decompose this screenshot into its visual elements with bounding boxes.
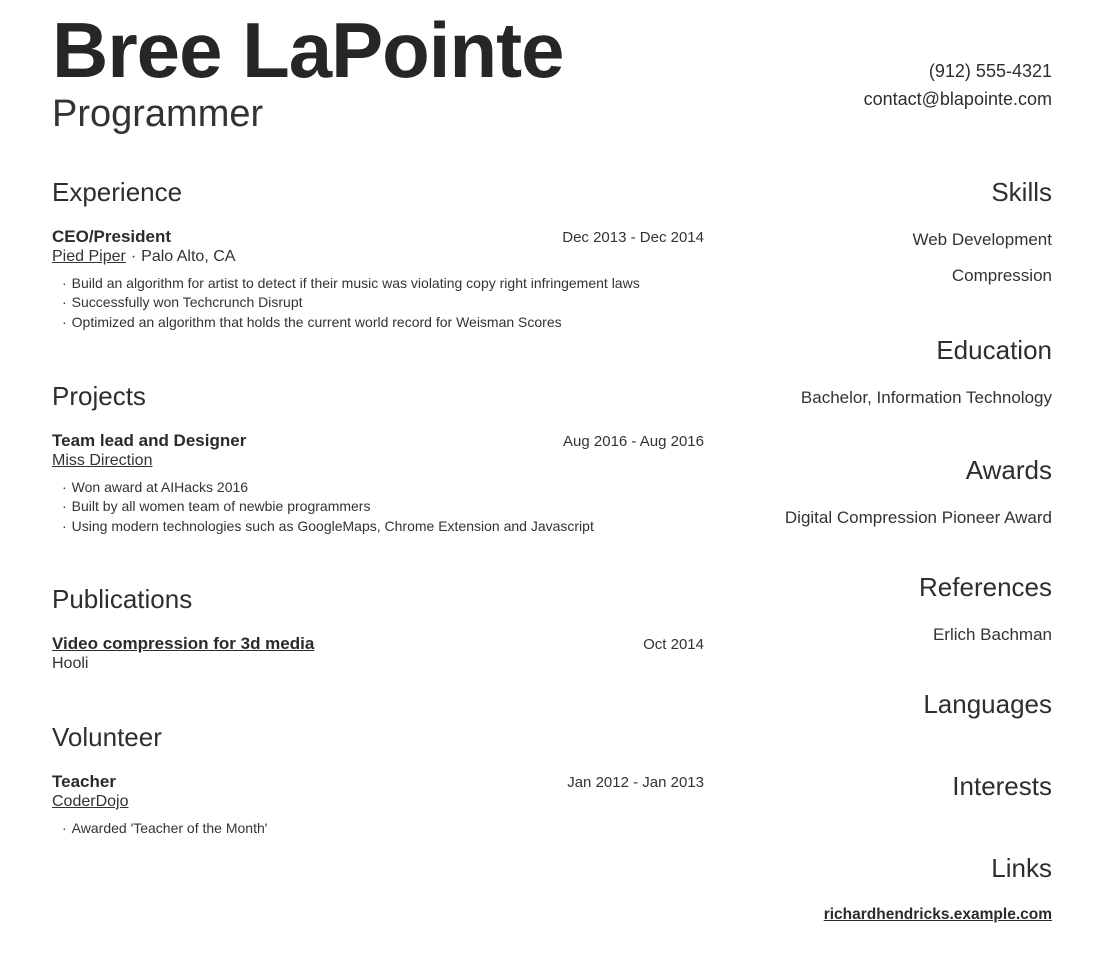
references-heading: References [919, 572, 1052, 602]
contact-block [752, 57, 1052, 113]
skill-item: Compression [951, 266, 1052, 285]
education-item: Bachelor, Information Technology [800, 388, 1052, 407]
bullet-item [62, 517, 704, 536]
skill-item: Web Development [912, 230, 1052, 249]
awards-items [752, 508, 1052, 528]
bullet-text: Won award at AIHacks 2016 [71, 479, 249, 495]
bullet-marker: · [62, 294, 67, 311]
interests-heading: Interests [952, 771, 1052, 801]
bullet-item [62, 497, 704, 516]
bullet-text: Build an algorithm for artist to detect if their music was violating copy right infringement laws [71, 275, 640, 291]
bullet-marker: · [62, 820, 67, 836]
job-title: CEO/President [52, 227, 172, 246]
skills-items [752, 230, 1052, 286]
bullet-text: Optimized an algorithm that holds the current world record for Weisman Scores [71, 313, 562, 330]
publication-title-link[interactable]: Video compression for 3d media [52, 634, 315, 653]
section-volunteer [52, 721, 704, 838]
bullet-item [62, 819, 704, 838]
section-skills [752, 176, 1052, 302]
volunteer-bullets [52, 819, 704, 838]
project-org-line [52, 452, 704, 470]
bullet-item [62, 313, 704, 332]
links-heading: Links [991, 853, 1052, 883]
languages-heading: Languages [923, 689, 1052, 719]
person-name: Bree LaPointe [52, 6, 564, 94]
bullet-item [62, 274, 704, 293]
volunteer-title: Teacher [52, 772, 116, 791]
job-date-range: Dec 2013 - Dec 2014 [562, 229, 704, 246]
projects-heading: Projects [52, 381, 146, 411]
reference-item: Erlich Bachman [932, 625, 1052, 644]
references-items [752, 625, 1052, 645]
awards-heading: Awards [965, 455, 1052, 485]
project-bullets [52, 478, 704, 536]
section-education [752, 334, 1052, 424]
section-projects [52, 380, 704, 536]
person-role: Programmer [52, 93, 264, 135]
experience-heading: Experience [52, 177, 183, 207]
bullet-text: Using modern technologies such as GoogleMaps, Chrome Extension and Javascript [71, 517, 594, 534]
website-link[interactable]: richardhendricks.example.com [823, 906, 1052, 923]
section-awards [752, 454, 1052, 544]
bullet-marker: · [62, 313, 67, 330]
project-entry [52, 431, 704, 536]
publications-heading: Publications [52, 584, 193, 614]
volunteer-date-range: Jan 2012 - Jan 2013 [567, 774, 704, 791]
resume-header [52, 6, 704, 136]
email-address: contact@blapointe.com [863, 89, 1052, 109]
experience-entry-head [52, 227, 704, 248]
job-org-line [52, 248, 704, 266]
section-experience [52, 176, 704, 332]
company-link[interactable]: Pied Piper [52, 248, 126, 265]
bullet-marker: · [62, 517, 67, 534]
section-languages [752, 688, 1052, 720]
bullet-text: Built by all women team of newbie programmers [71, 498, 371, 515]
education-items [752, 388, 1052, 408]
bullet-text: Awarded 'Teacher of the Month' [71, 820, 268, 836]
bullet-item [62, 293, 704, 312]
skills-heading: Skills [991, 177, 1052, 207]
education-heading: Education [936, 335, 1052, 365]
project-date-range: Aug 2016 - Aug 2016 [563, 433, 704, 450]
publication-publisher: Hooli [52, 655, 89, 672]
volunteer-org-link[interactable]: CoderDojo [52, 793, 129, 810]
bullet-text: Successfully won Techcrunch Disrupt [71, 294, 303, 311]
volunteer-heading: Volunteer [52, 722, 162, 752]
dot-separator: · [130, 248, 137, 265]
bullet-marker: · [62, 275, 67, 291]
publication-entry-head [52, 634, 704, 655]
links-items [752, 906, 1052, 924]
award-item: Digital Compression Pioneer Award [784, 508, 1052, 527]
publication-entry [52, 634, 704, 673]
section-interests [752, 770, 1052, 802]
volunteer-org-line [52, 793, 704, 811]
bullet-item [62, 478, 704, 497]
phone-number: (912) 555-4321 [928, 61, 1052, 81]
job-location: Palo Alto, CA [141, 248, 236, 265]
experience-entry [52, 227, 704, 332]
publication-date: Oct 2014 [643, 636, 704, 653]
experience-bullets [52, 274, 704, 332]
volunteer-entry-head [52, 772, 704, 793]
project-title: Team lead and Designer [52, 431, 247, 450]
section-references [752, 571, 1052, 661]
volunteer-entry [52, 772, 704, 838]
section-links [752, 852, 1052, 924]
project-entry-head [52, 431, 704, 452]
bullet-marker: · [62, 498, 67, 515]
bullet-marker: · [62, 479, 67, 495]
section-publications [52, 583, 704, 673]
project-link[interactable]: Miss Direction [52, 452, 153, 469]
